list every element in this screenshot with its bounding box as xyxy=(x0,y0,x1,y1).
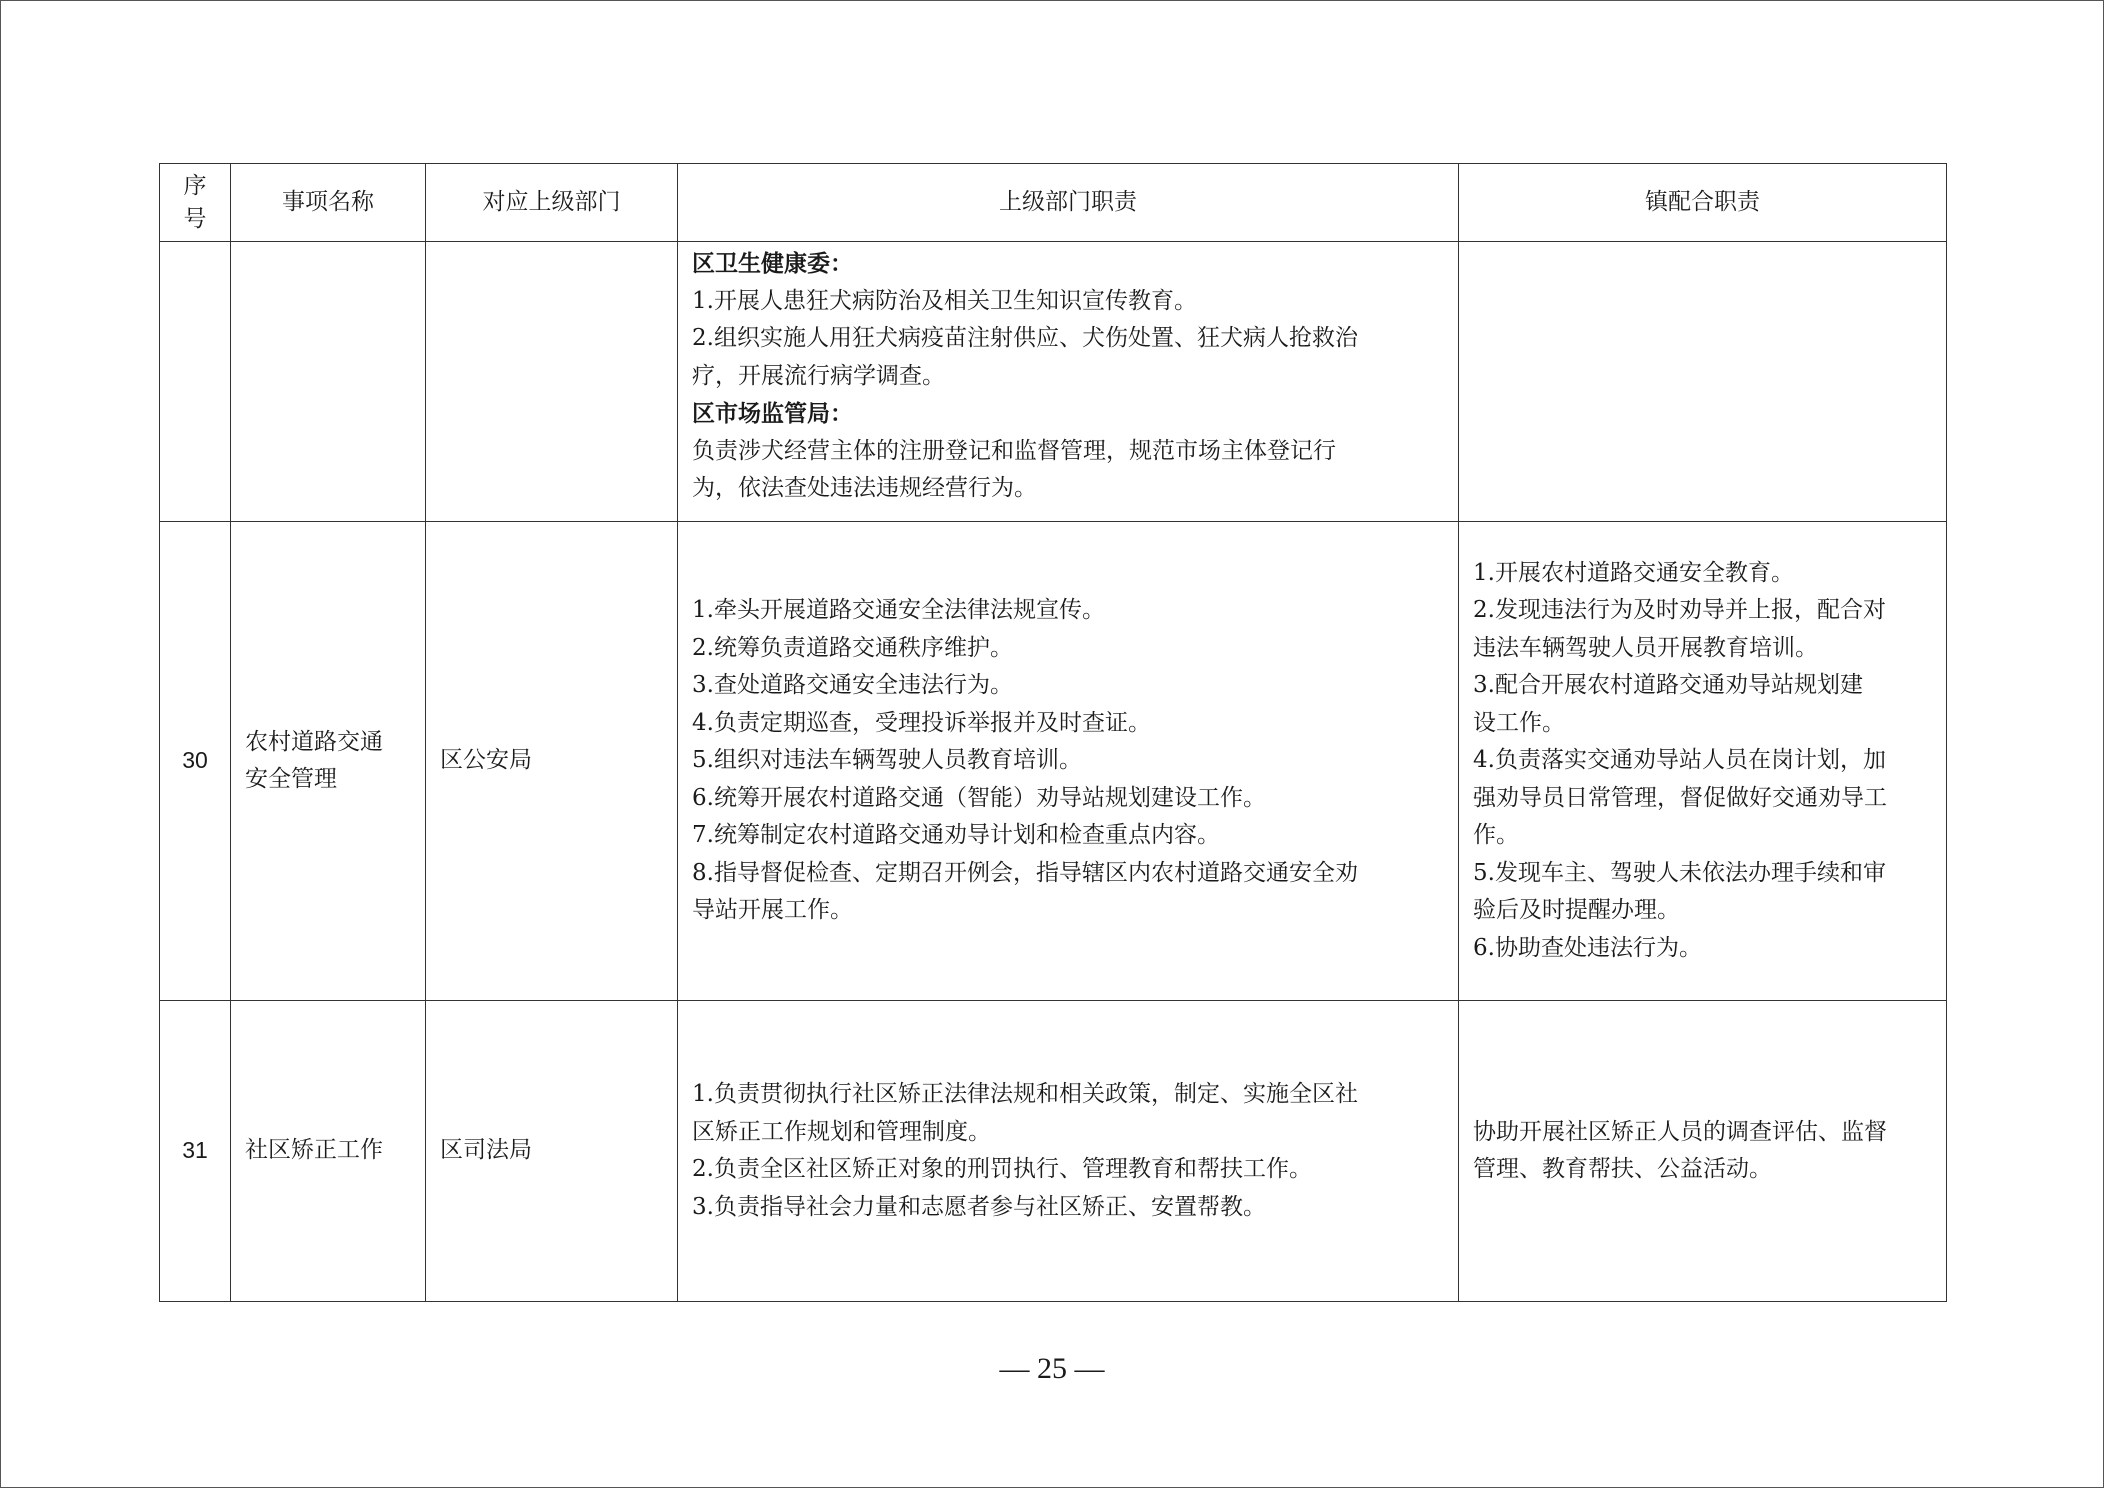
duty-line: 1.牵头开展道路交通安全法律法规宣传。 xyxy=(692,597,1105,624)
header-serial-number xyxy=(160,164,231,242)
town-duty-line: 6.协助查处违法行为。 xyxy=(1473,934,1702,961)
duty-line: 1.开展人患狂犬病防治及相关卫生知识宣传教育。 xyxy=(692,287,1197,314)
town-duty-line: 作。 xyxy=(1473,822,1519,849)
row-item-name xyxy=(231,1001,426,1302)
duty-line: 8.指导督促检查、定期召开例会，指导辖区内农村道路交通安全劝 xyxy=(692,859,1358,886)
duty-dept-heading: 区市场监管局： xyxy=(692,400,853,427)
row-town-duty xyxy=(1459,242,1947,522)
table-header-row xyxy=(160,164,1947,242)
table-row xyxy=(160,522,1947,1001)
town-duty-line: 违法车辆驾驶人员开展教育培训。 xyxy=(1473,634,1818,661)
duty-line: 6.统筹开展农村道路交通（智能）劝导站规划建设工作。 xyxy=(692,784,1266,811)
row-town-duty xyxy=(1459,522,1947,1001)
row-superior-dept xyxy=(426,242,678,522)
header-item-name: 事项名称 xyxy=(231,164,426,242)
header-serial-line1: 序 xyxy=(183,172,207,199)
row-town-duty xyxy=(1459,1001,1947,1302)
duty-table xyxy=(159,163,1947,1302)
town-duty-line: 验后及时提醒办理。 xyxy=(1473,897,1680,924)
duty-line: 1.负责贯彻执行社区矫正法律法规和相关政策，制定、实施全区社 xyxy=(692,1081,1358,1107)
town-duty-line: 3.配合开展农村道路交通劝导站规划建 xyxy=(1473,672,1863,699)
table-row xyxy=(160,1001,1947,1302)
town-duty-line: 5.发现车主、驾驶人未依法办理手续和审 xyxy=(1473,859,1886,886)
duty-line: 导站开展工作。 xyxy=(692,897,853,924)
duty-dept-heading: 区卫生健康委： xyxy=(692,250,853,277)
item-name-line: 社区矫正工作 xyxy=(245,1137,383,1164)
row-superior-duty xyxy=(678,1001,1459,1302)
row-serial-number: 31 xyxy=(160,1001,231,1302)
duty-line: 5.组织对违法车辆驾驶人员教育培训。 xyxy=(692,747,1082,774)
duty-line: 为，依法查处违法违规经营行为。 xyxy=(692,475,1037,501)
town-duty-line: 协助开展社区矫正人员的调查评估、监督 xyxy=(1473,1118,1887,1145)
row-item-name xyxy=(231,522,426,1001)
duty-line: 区矫正工作规划和管理制度。 xyxy=(692,1118,991,1145)
header-town-duty: 镇配合职责 xyxy=(1459,164,1947,242)
row-superior-dept: 区司法局 xyxy=(426,1001,678,1302)
duty-line: 疗，开展流行病学调查。 xyxy=(692,362,945,389)
header-superior-dept: 对应上级部门 xyxy=(426,164,678,242)
header-serial-line2: 号 xyxy=(183,205,207,232)
town-duty-line: 4.负责落实交通劝导站人员在岗计划，加 xyxy=(1473,747,1886,774)
item-name-line: 安全管理 xyxy=(245,766,337,792)
duty-line: 2.负责全区社区矫正对象的刑罚执行、管理教育和帮扶工作。 xyxy=(692,1156,1312,1182)
row-superior-dept: 区公安局 xyxy=(426,522,678,1001)
town-duty-line: 管理、教育帮扶、公益活动。 xyxy=(1473,1156,1772,1182)
duty-line: 7.统筹制定农村道路交通劝导计划和检查重点内容。 xyxy=(692,822,1220,849)
row-serial-number: 30 xyxy=(160,522,231,1001)
town-duty-line: 设工作。 xyxy=(1473,709,1565,736)
town-duty-line: 1.开展农村道路交通安全教育。 xyxy=(1473,559,1794,586)
duty-line: 3.负责指导社会力量和志愿者参与社区矫正、安置帮教。 xyxy=(692,1193,1266,1220)
row-superior-duty xyxy=(678,242,1459,522)
table-row xyxy=(160,242,1947,522)
duty-line: 2.组织实施人用狂犬病疫苗注射供应、犬伤处置、狂犬病人抢救治 xyxy=(692,325,1358,351)
item-name-line: 农村道路交通 xyxy=(245,728,383,755)
town-duty-line: 强劝导员日常管理，督促做好交通劝导工 xyxy=(1473,784,1887,811)
duty-line: 4.负责定期巡查，受理投诉举报并及时查证。 xyxy=(692,709,1151,736)
header-superior-duty: 上级部门职责 xyxy=(678,164,1459,242)
row-serial-number xyxy=(160,242,231,522)
page-number: — 25 — xyxy=(999,1352,1105,1385)
duty-line: 2.统筹负责道路交通秩序维护。 xyxy=(692,634,1013,661)
row-item-name xyxy=(231,242,426,522)
row-superior-duty xyxy=(678,522,1459,1001)
duty-line: 负责涉犬经营主体的注册登记和监督管理，规范市场主体登记行 xyxy=(692,437,1336,464)
duty-line: 3.查处道路交通安全违法行为。 xyxy=(692,672,1013,699)
town-duty-line: 2.发现违法行为及时劝导并上报，配合对 xyxy=(1473,597,1886,624)
